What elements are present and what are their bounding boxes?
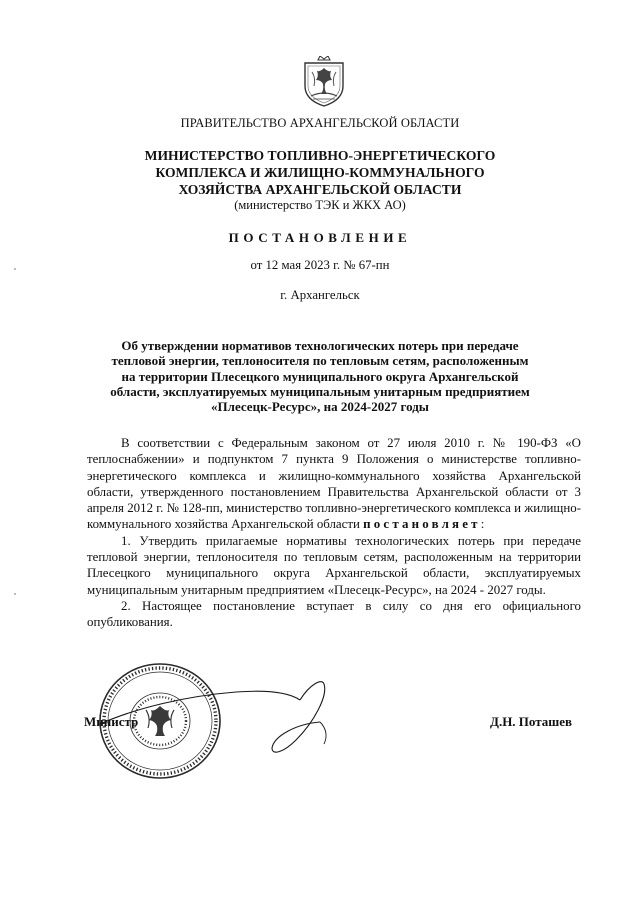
margin-speck <box>14 593 16 595</box>
title-line: «Плесецк-Ресурс», на 2024-2027 годы <box>211 399 429 415</box>
margin-speck <box>14 268 16 270</box>
ministry-short-name: (министерство ТЭК и ЖКХ АО) <box>234 198 406 212</box>
government-name: ПРАВИТЕЛЬСТВО АРХАНГЕЛЬСКОЙ ОБЛАСТИ <box>180 116 460 130</box>
document-city: г. Архангельск <box>280 288 360 302</box>
item-2-paragraph: 2. Настоящее постановление вступает в силу со дня его официального опубликования. <box>87 598 581 630</box>
document-body <box>87 435 581 631</box>
ministry-line: МИНИСТЕРСТВО ТОПЛИВНО-ЭНЕРГЕТИЧЕСКОГО <box>144 148 496 163</box>
signatory-name: Д.Н. Поташев <box>490 714 573 729</box>
decree-word: постановляет <box>363 517 481 532</box>
title-line: тепловой энергии, теплоносителя по тепловым сетям, расположенным <box>111 353 529 369</box>
document-title <box>0 338 640 414</box>
ministry-line: ХОЗЯЙСТВА АРХАНГЕЛЬСКОЙ ОБЛАСТИ <box>178 182 462 197</box>
preamble-paragraph: В соответствии с Федеральным законом от 27 июля 2010 г. № 190-ФЗ «О теплоснабжении» и подпунктом 7 пункта 9 Положения о министерстве топливно-энергетического комплекса и жилищно-коммунального хозяйства Архангельской области, утвержденного постановлением Правительства Архангельской области от 3 апреля 2012 г. № 128-пп, министерство топливно-энергетического комплекса и жилищно-коммунального хозяйства Архангельской области постановляет: <box>87 436 581 532</box>
title-line: Об утверждении нормативов технологических потерь при передаче <box>121 338 519 353</box>
ministry-name <box>0 147 640 198</box>
ministry-line: КОМПЛЕКСА И ЖИЛИЩНО-КОММУНАЛЬНОГО <box>155 165 485 180</box>
title-line: области, эксплуатируемых муниципальным унитарным предприятием <box>110 383 530 399</box>
preamble-text: В соответствии с Федеральным законом от 27 июля 2010 г. № 190-ФЗ «О теплоснабжении» и подпунктом 7 пункта 9 Положения о министерстве топливно-энергетического комплекса и жилищно-коммунального хозяйства Архангельской области, утвержденного постановлением Правительства Архангельской области от 3 апреля 2012 г. № 128-пп, министерство топливно-энергетического комплекса и жилищно-коммунального хозяйства Архангельской области <box>87 436 581 532</box>
document-date-number: от 12 мая 2023 г. № 67-пн <box>250 258 390 272</box>
title-line: на территории Плесецкого муниципального округа Архангельской <box>121 368 519 384</box>
signatory-role: Министр <box>84 714 139 729</box>
document-type: ПОСТАНОВЛЕНИЕ <box>228 230 412 245</box>
coat-of-arms-icon <box>302 56 346 108</box>
item-1-paragraph: 1. Утвердить прилагаемые нормативы технологических потерь при передаче тепловой энергии, теплоносителя по тепловым сетям, расположенным на территории Плесецкого муниципального округа Архангельской области, эксплуатируемых муниципальным унитарным предприятием «Плесецк-Ресурс», на 2024 - 2027 годы. <box>87 533 581 597</box>
